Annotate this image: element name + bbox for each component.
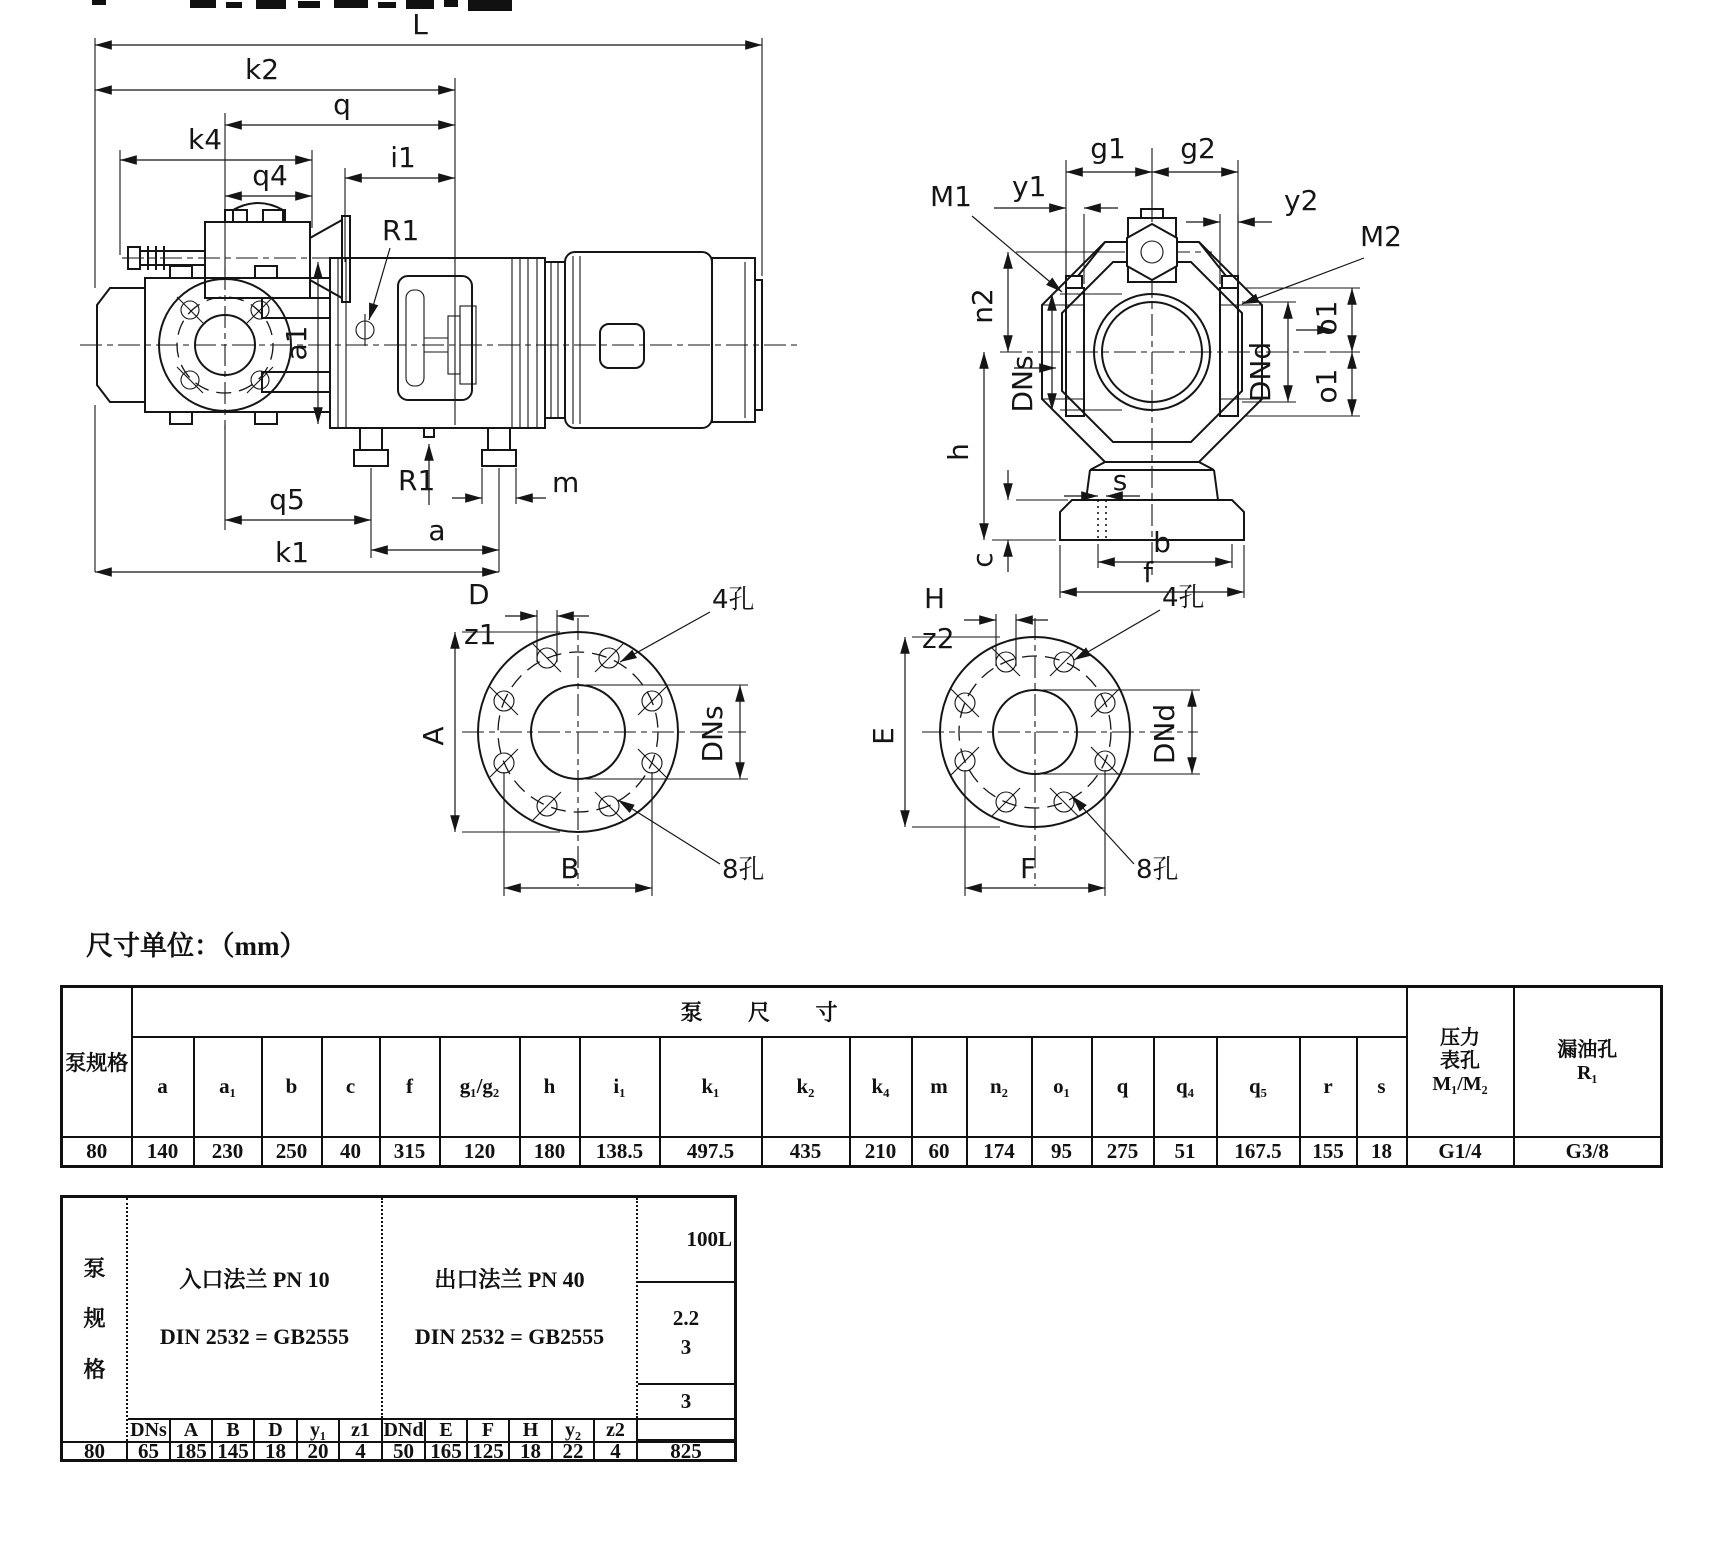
col-q4: q₄ (1154, 1037, 1217, 1137)
val-q4: 51 (1154, 1137, 1217, 1167)
col-n2: n₂ (967, 1037, 1032, 1137)
col-g1g2: g₁/g₂ (440, 1037, 520, 1137)
col-a: a (132, 1037, 194, 1137)
dim-label-s: s (1112, 464, 1128, 497)
power-line1: 2.2 (672, 1305, 700, 1330)
dim-label-z2: z2 (922, 622, 955, 655)
fval-DNs: 65 (128, 1441, 171, 1459)
dim-label-a1: a1 (280, 325, 313, 361)
col-o1: o₁ (1032, 1037, 1092, 1137)
dim-label-m: m (552, 466, 580, 499)
dim-label-f: f (1143, 556, 1153, 589)
subcol-D: D (255, 1418, 298, 1441)
bolt-hole (177, 297, 203, 323)
val-i1: 138.5 (580, 1137, 660, 1167)
val-a1: 230 (194, 1137, 262, 1167)
oil-leak-hole-header (1514, 987, 1662, 1137)
dim-label-k2: k2 (244, 53, 280, 86)
outlet-flange-title: 出口法兰 PN 40 (434, 1266, 585, 1292)
dim-label-c: c (966, 552, 999, 568)
val-h: 180 (520, 1137, 580, 1167)
subcol-E: E (426, 1418, 468, 1441)
bolt-hole (247, 367, 273, 393)
val-q5: 167.5 (1217, 1137, 1300, 1167)
relief-valve-assembly (122, 203, 362, 302)
val-b: 250 (262, 1137, 322, 1167)
end-view (930, 132, 1402, 598)
subcol-A: A (171, 1418, 213, 1441)
col-b: b (262, 1037, 322, 1137)
val-pressure-hole: G1/4 (1407, 1137, 1514, 1167)
group-header: 泵 尺 寸 (132, 987, 1407, 1037)
unit-note: 尺寸单位：（mm） (86, 931, 307, 961)
flange-spec-header (63, 1198, 128, 1441)
dim-label-k1: k1 (274, 536, 310, 569)
dim-label-M2: M2 (1360, 220, 1402, 253)
dim-label-A: A (417, 726, 450, 746)
pressure-gauge-hole-header (1407, 987, 1514, 1137)
col-i1: i₁ (580, 1037, 660, 1137)
col-r: r (1300, 1037, 1357, 1137)
col-f: f (380, 1037, 440, 1137)
clipped-title-fragments (92, 0, 512, 11)
dim-label-z1: z1 (464, 618, 497, 651)
subcol-y2: y₂ (553, 1418, 595, 1441)
col-c: c (322, 1037, 380, 1137)
outlet-flange-header (383, 1198, 638, 1418)
inlet-flange-standard: DIN 2532 = GB2555 (159, 1324, 350, 1349)
spec-char-2: 规 (83, 1306, 106, 1332)
dim-label-q: q (333, 88, 351, 121)
col-s: s (1357, 1037, 1407, 1137)
discharge-flange-view (867, 582, 1205, 896)
fval-A: 185 (171, 1441, 213, 1459)
dim-label-q5: q5 (269, 483, 305, 516)
power-cell-2: 3 (680, 1389, 692, 1413)
bolt-hole (177, 367, 203, 393)
fval-y2: 22 (553, 1441, 595, 1459)
end-view-dimensions (930, 132, 1402, 598)
dim-label-g1: g1 (1090, 132, 1126, 165)
dim-label-B: B (560, 852, 580, 885)
subcol-H: H (510, 1418, 553, 1441)
power-line2: 3 (680, 1335, 692, 1359)
leak-line1: 漏油孔 (1557, 1038, 1618, 1061)
dim-label-i1: i1 (390, 141, 416, 174)
dim-label-DNs-flange: DNs (696, 705, 729, 763)
val-c: 40 (322, 1137, 380, 1167)
dim-label-b: b (1153, 526, 1171, 559)
fval-F: 125 (468, 1441, 510, 1459)
pressure-line3: M₁/M₂ (1432, 1073, 1488, 1096)
dim-label-F: F (1019, 852, 1037, 885)
subcol-y1: y₁ (298, 1418, 340, 1441)
dim-label-H: H (924, 582, 946, 615)
val-r: 155 (1300, 1137, 1357, 1167)
power-cell (638, 1283, 734, 1385)
side-view (80, 8, 800, 572)
side-view-dimensions (95, 8, 762, 572)
val-k4: 210 (850, 1137, 912, 1167)
dim-label-E: E (867, 727, 900, 745)
col-k2: k₂ (762, 1037, 850, 1137)
bolt-hole (247, 297, 273, 323)
inlet-flange-header (128, 1198, 383, 1418)
col-q5: q₅ (1217, 1037, 1300, 1137)
spec-value: 80 (62, 1137, 132, 1167)
fval-z1: 4 (340, 1441, 383, 1459)
dim-label-D: D (468, 578, 490, 611)
dim-label-R1-bottom: R1 (398, 464, 436, 497)
subcol-z2: z2 (595, 1418, 638, 1441)
val-o1: 95 (1032, 1137, 1092, 1167)
fval-z2: 4 (595, 1441, 638, 1459)
fval-weight: 825 (638, 1441, 734, 1459)
fval-D: 18 (255, 1441, 298, 1459)
spec-header: 泵规格 (62, 987, 132, 1137)
dim-label-DNd-flange: DNd (1148, 703, 1181, 765)
label-8-holes-suction: 8孔 (722, 855, 765, 885)
val-s: 18 (1357, 1137, 1407, 1167)
label-4-holes-suction: 4孔 (712, 585, 755, 615)
motor-frame-cell: 100L (638, 1198, 734, 1283)
val-m: 60 (912, 1137, 967, 1167)
subcol-B: B (213, 1418, 255, 1441)
label-4-holes-discharge: 4孔 (1162, 583, 1205, 613)
dim-label-L: L (412, 8, 428, 41)
dim-label-DNs-end: DNs (1006, 355, 1039, 413)
val-f: 315 (380, 1137, 440, 1167)
col-q: q (1092, 1037, 1154, 1137)
suction-flange-front (159, 268, 291, 430)
subcol-DNs: DNs (128, 1418, 171, 1441)
fval-H: 18 (510, 1441, 553, 1459)
col-k4: k₄ (850, 1037, 912, 1137)
val-k2: 435 (762, 1137, 850, 1167)
val-a: 140 (132, 1137, 194, 1167)
flange-spec-value: 80 (63, 1441, 128, 1459)
col-m: m (912, 1037, 967, 1137)
dim-label-y2: y2 (1284, 184, 1319, 217)
flange-spec-table (60, 1195, 737, 1462)
pump-casing-block (330, 258, 545, 466)
val-k1: 497.5 (660, 1137, 762, 1167)
subcol-z1: z1 (340, 1418, 383, 1441)
inlet-flange-title: 入口法兰 PN 10 (179, 1266, 330, 1292)
dim-label-h: h (942, 443, 975, 461)
outlet-flange-standard: DIN 2532 = GB2555 (414, 1324, 605, 1349)
dim-label-R1-top: R1 (382, 214, 420, 247)
pressure-line1: 压力 (1440, 1027, 1480, 1050)
fval-DNd: 50 (383, 1441, 426, 1459)
suction-flange-view (417, 578, 765, 896)
subcol-DNd: DNd (383, 1418, 426, 1441)
dim-label-DNd-end: DNd (1244, 341, 1277, 403)
col-h: h (520, 1037, 580, 1137)
dim-label-k4: k4 (187, 123, 223, 156)
pressure-line2: 表孔 (1440, 1050, 1480, 1073)
fval-y1: 20 (298, 1441, 340, 1459)
dim-label-n2: n2 (966, 288, 999, 324)
col-a1: a₁ (194, 1037, 262, 1137)
val-g1g2: 120 (440, 1137, 520, 1167)
spec-char-1: 泵 (83, 1255, 106, 1281)
subcol-F: F (468, 1418, 510, 1441)
dim-label-y1: y1 (1012, 170, 1047, 203)
terminal-box (600, 324, 644, 368)
dim-label-o1-lower: o1 (1310, 368, 1343, 404)
pump-dimension-table (60, 985, 1663, 1168)
spec-char-3: 格 (83, 1356, 106, 1382)
fval-B: 145 (213, 1441, 255, 1459)
val-leak-hole: G3/8 (1514, 1137, 1662, 1167)
dim-label-o1-upper: o1 (1310, 300, 1343, 336)
val-q: 275 (1092, 1137, 1154, 1167)
dim-label-M1: M1 (930, 180, 972, 213)
dim-label-q4: q4 (252, 159, 288, 192)
fval-E: 165 (426, 1441, 468, 1459)
dim-label-a: a (428, 514, 446, 547)
val-n2: 174 (967, 1137, 1032, 1167)
motor (545, 252, 762, 428)
table-row (62, 1137, 1662, 1167)
col-k1: k₁ (660, 1037, 762, 1137)
leak-line2: R₁ (1577, 1061, 1598, 1084)
dim-label-g2: g2 (1180, 132, 1216, 165)
label-8-holes-discharge: 8孔 (1136, 855, 1179, 885)
